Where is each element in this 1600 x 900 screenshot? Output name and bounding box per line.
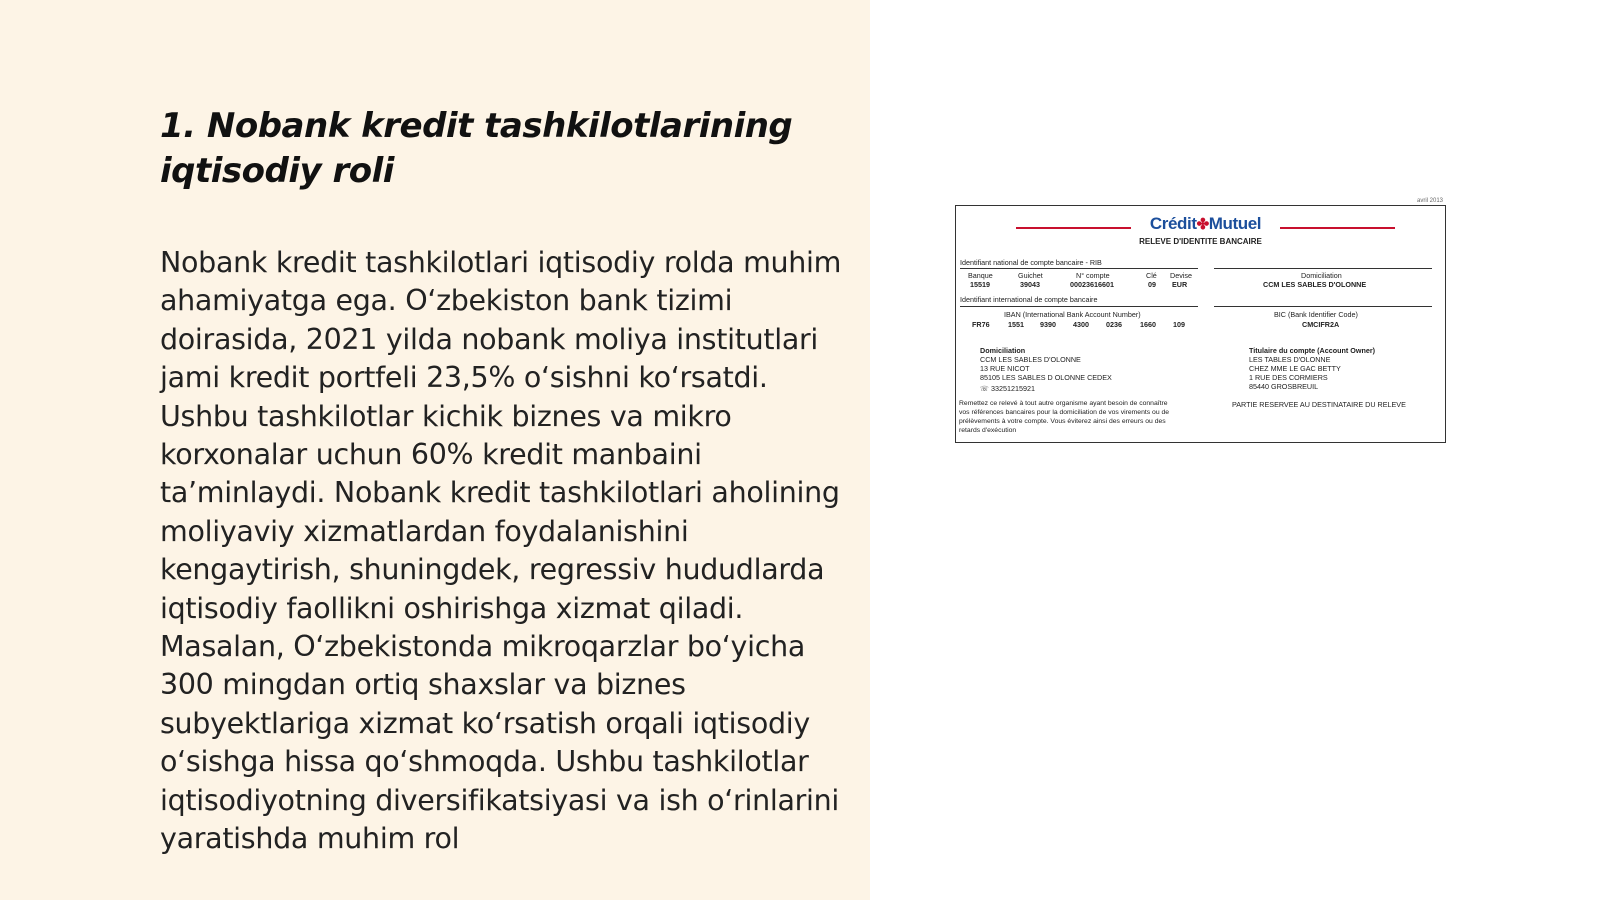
logo-rule-right [1280,227,1395,229]
iban-part-4: 4300 [1073,320,1089,329]
notice-line: prélèvements à votre compte. Vous éviterez ainsi des erreurs ou des [959,418,1166,425]
intl-label: Identifiant international de compte bancaire [960,295,1098,304]
rib-value-devise: EUR [1172,280,1188,289]
slide-title: 1. Nobank kredit tashkilotlarining iqtisodiy roli [160,106,793,191]
logo-word-left: Crédit [1149,214,1197,233]
iban-part-6: 1660 [1140,320,1156,329]
rib-label: Identifiant national de compte bancaire - RIB [960,258,1102,267]
bank-logo-text [1150,214,1261,234]
owner-line: LES TABLES D'OLONNE [1249,355,1331,364]
iban-header: IBAN (International Bank Account Number) [1004,310,1141,319]
rib-value-banque: 15519 [970,280,990,289]
divider [1214,306,1432,307]
iban-part-7: 109 [1173,320,1185,329]
rib-value-guichet: 39043 [1020,280,1040,289]
rib-header-cle: Clé [1146,271,1157,280]
owner-title: Titulaire du compte (Account Owner) [1249,346,1376,355]
divider [960,306,1198,307]
logo-rule-left [1016,227,1131,229]
logo-mark-icon: ✤ [1196,216,1209,233]
rib-header-compte: N° compte [1076,271,1110,280]
notice-line: retards d'exécution [959,427,1017,434]
domiciliation-header: Domiciliation [1301,271,1342,280]
document-date: avril 2013 [1416,198,1443,204]
dom-line: CCM LES SABLES D'OLONNE [980,355,1081,364]
domiciliation-value: CCM LES SABLES D'OLONNE [1263,280,1367,289]
logo-word-right: Mutuel [1208,214,1262,233]
slide-body-text: Nobank kredit tashkilotlari iqtisodiy rolda muhim ahamiyatga ega. O‘zbekiston bank tizimi doirasida, 2021 yilda nobank moliya institutlari jami kredit portfeli 23,5% o‘sishni ko‘rsatdi. Ushbu tashkilotlar kichik biznes va mikro korxonalar uchun 60% kredit manbaini ta’minlaydi. Nobank kredit tashkilotlari aholining moliyaviy xizmatlardan foydalanishini kengaytirish, shuningdek, regressiv hududlarda iqtisodiy faollikni oshirishga xizmat qiladi. Masalan, O‘zbekistonda mikroqarzlar bo‘yicha 300 mingdan ortiq shaxslar va biznes subyektlariga xizmat ko‘rsatish orqali iqtisodiy o‘sishga hissa qo‘shmoqda. Ushbu tashkilotlar iqtisodiyotning diversifikatsiyasi va ish o‘rinlarini yaratishda muhim rol [160,246,842,856]
dom-line: 85105 LES SABLES D OLONNE CEDEX [980,373,1112,382]
owner-line: 85440 GROSBREUIL [1249,382,1319,391]
divider [960,268,1198,269]
notice-line: Remettez ce relevé à tout autre organisme ayant besoin de connaître [959,400,1168,407]
reserved-label: PARTIE RESERVEE AU DESTINATAIRE DU RELEVE [1232,400,1406,409]
document-subtitle: RELEVE D'IDENTITE BANCAIRE [1139,237,1262,246]
dom-line: 13 RUE NICOT [980,364,1030,373]
rib-header-devise: Devise [1170,271,1192,280]
iban-part-1: FR76 [972,320,990,329]
dom-title: Domiciliation [980,346,1026,355]
bank-rib-document-image [955,198,1446,443]
rib-header-guichet: Guichet [1018,271,1043,280]
divider [1214,268,1432,269]
bic-value: CMCIFR2A [1302,320,1340,329]
iban-part-5: 0236 [1106,320,1122,329]
owner-line: 1 RUE DES CORMIERS [1249,373,1328,382]
bank-logo [1016,214,1395,236]
dom-phone: ☏ 33251215921 [980,384,1035,393]
iban-part-3: 9390 [1040,320,1056,329]
rib-value-cle: 09 [1148,280,1156,289]
rib-value-compte: 00023616601 [1070,280,1114,289]
bic-header: BIC (Bank Identifier Code) [1274,310,1358,319]
rib-header-banque: Banque [968,271,993,280]
notice-line: vos références bancaires pour la domiciliation de vos virements ou de [959,409,1170,416]
owner-line: CHEZ MME LE GAC BETTY [1249,364,1341,373]
iban-part-2: 1551 [1008,320,1024,329]
